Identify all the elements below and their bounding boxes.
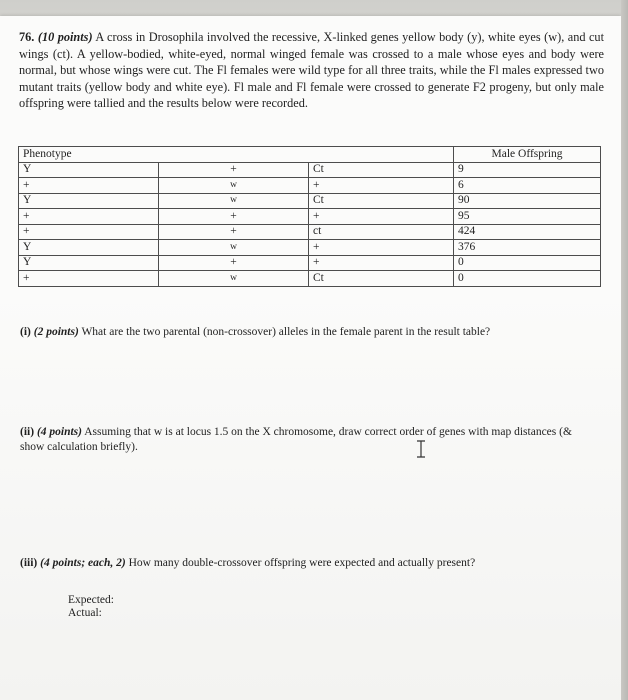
ct-cell: Ct — [309, 162, 454, 178]
question-text — [19, 29, 604, 112]
phenotype-header: Phenotype — [19, 147, 454, 163]
part-iii-label: (iii) — [20, 557, 38, 569]
table-row — [19, 255, 601, 271]
ct-cell: ct — [309, 224, 454, 240]
y-cell: + — [19, 271, 159, 287]
table-row — [19, 178, 601, 194]
part-i-question — [20, 325, 580, 340]
w-cell: + — [159, 255, 309, 271]
y-cell: + — [19, 224, 159, 240]
count-cell: 90 — [454, 193, 601, 209]
table-header-row — [19, 147, 601, 163]
table-row — [19, 271, 601, 287]
w-cell: w — [159, 271, 309, 287]
count-cell: 376 — [454, 240, 601, 256]
results-table-wrap — [18, 146, 600, 287]
count-cell: 95 — [454, 209, 601, 225]
w-cell: w — [159, 193, 309, 209]
part-i-label: (i) — [20, 326, 31, 338]
part-i-points: (2 points) — [33, 326, 79, 338]
part-i-text: What are the two parental (non-crossover) alleles in the female parent in the result table? — [81, 326, 491, 338]
count-cell: 6 — [454, 178, 601, 194]
count-cell: 0 — [454, 271, 601, 287]
ct-cell: + — [309, 240, 454, 256]
part-iii-question — [20, 556, 580, 571]
w-cell: + — [159, 224, 309, 240]
text-cursor-icon — [414, 440, 428, 458]
part-iii-text: How many double-crossover offspring were expected and actually present? — [128, 557, 476, 569]
ct-cell: + — [309, 209, 454, 225]
paper-edge — [621, 0, 628, 700]
w-cell: w — [159, 178, 309, 194]
ct-cell: Ct — [309, 193, 454, 209]
male-offspring-header: Male Offspring — [454, 147, 601, 163]
y-cell: Y — [19, 240, 159, 256]
y-cell: Y — [19, 162, 159, 178]
count-cell: 9 — [454, 162, 601, 178]
table-row — [19, 209, 601, 225]
ct-cell: + — [309, 255, 454, 271]
part-ii-question — [20, 425, 580, 455]
y-cell: + — [19, 178, 159, 194]
count-cell: 424 — [454, 224, 601, 240]
actual-label: Actual: — [68, 607, 102, 619]
results-table — [18, 146, 601, 287]
question-points: (10 points) — [37, 30, 93, 44]
y-cell: Y — [19, 193, 159, 209]
question-body: A cross in Drosophila involved the recessive, X-linked genes yellow body (y), white eyes (w), and cut wings (ct). A yellow-bodied, white-eyed, normal winged female was crossed to a male whose eyes and body were normal, but whose wings were cut. The Fl females were wild type for all three traits, while the Fl males expressed two mutant traits (yellow body and white eye). Fl male and Fl female were crossed to generate F2 progeny, but only male offspring were tallied and the results below were recorded. — [19, 30, 604, 111]
question-number: 76. — [19, 30, 35, 44]
ct-cell: Ct — [309, 271, 454, 287]
expected-label: Expected: — [68, 594, 114, 606]
w-cell: + — [159, 162, 309, 178]
part-iii-points: (4 points; each, 2) — [40, 557, 126, 569]
table-row — [19, 240, 601, 256]
part-ii-label: (ii) — [20, 426, 35, 438]
table-row — [19, 224, 601, 240]
y-cell: + — [19, 209, 159, 225]
part-ii-text: Assuming that w is at locus 1.5 on the X chromosome, draw correct order of genes with map distances (& show calculation briefly). — [20, 426, 572, 453]
part-ii-points: (4 points) — [36, 426, 82, 438]
table-row — [19, 162, 601, 178]
w-cell: w — [159, 240, 309, 256]
w-cell: + — [159, 209, 309, 225]
count-cell: 0 — [454, 255, 601, 271]
table-row — [19, 193, 601, 209]
ct-cell: + — [309, 178, 454, 194]
y-cell: Y — [19, 255, 159, 271]
